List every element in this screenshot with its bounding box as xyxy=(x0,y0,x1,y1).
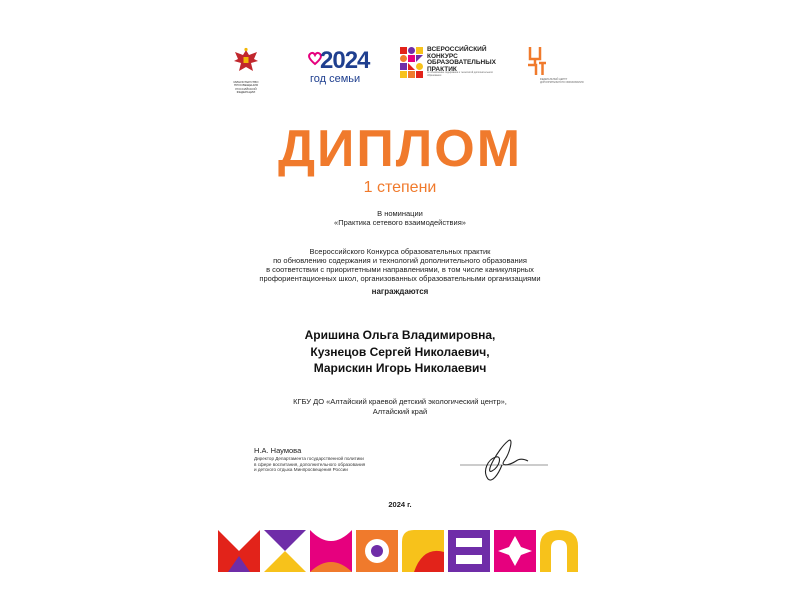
ornament-block-5 xyxy=(402,530,444,572)
eagle-emblem-icon xyxy=(231,47,261,75)
diploma-title: ДИПЛОМ xyxy=(277,120,523,178)
logo-row xyxy=(214,45,586,95)
contest-line: Всероссийского Конкурса образовательных практик xyxy=(309,247,491,256)
handwritten-signature xyxy=(458,431,550,487)
ornament-block-8 xyxy=(540,530,578,572)
organization-line: КГБУ ДО «Алтайский краевой детский экологический центр», xyxy=(293,397,507,406)
ornament-block-3 xyxy=(310,530,352,572)
nomination-line: «Практика сетевого взаимодействия» xyxy=(334,218,466,227)
contest-logo-subtitle: по обновлению содержания и технологий дополнительного образования xyxy=(427,71,493,77)
nomination-line: В номинации xyxy=(377,209,423,218)
contest-line: по обновлению содержания и технологий дополнительного образования xyxy=(273,256,527,265)
recipient-name: Марискин Игорь Николаевич xyxy=(313,361,487,375)
contest-line: профориентационных школ, организованных образовательными организациями xyxy=(259,274,541,283)
signer-position-line: в сфере воспитания, дополнительного образования xyxy=(254,461,366,467)
awarded-label: награждаются xyxy=(371,287,429,296)
contest-text-line: ПРАКТИК xyxy=(427,65,457,73)
contest-text-line: КОНКУРС xyxy=(427,52,458,60)
contest-mosaic-icon xyxy=(400,47,424,81)
diploma-sheet xyxy=(214,25,586,581)
decorative-ornament-band xyxy=(218,522,580,572)
center-logo-icon xyxy=(526,45,548,79)
year-caption: год семьи xyxy=(310,73,361,85)
contest-text-line: ОБРАЗОВАТЕЛЬНЫХ xyxy=(427,59,496,67)
contest-line: в соответствии с приоритетными направлениями, в том числе каникулярных xyxy=(266,265,534,274)
recipient-name: Аришина Ольга Владимировна, xyxy=(304,328,496,342)
signer-position xyxy=(254,456,414,473)
ornament-block-6 xyxy=(448,530,490,572)
signer-position-line: и детского отдыха Минпросвещения России xyxy=(254,467,348,473)
contest-logo xyxy=(400,47,510,86)
contest-text-line: ВСЕРОССИЙСКИЙ xyxy=(427,46,487,53)
diploma-degree: 1 степени xyxy=(363,179,437,196)
federal-center-caption: ФЕДЕРАЛЬНЫЙ ЦЕНТР ДОПОЛНИТЕЛЬНОГО ОБРАЗОВАНИЯ xyxy=(540,78,584,84)
recipient-names xyxy=(214,327,586,377)
ornament-block-1 xyxy=(218,530,260,572)
year-number: 2024 xyxy=(320,47,370,74)
ministry-logo xyxy=(226,47,266,95)
nomination-text xyxy=(214,209,586,227)
diploma-year: 2024 г. xyxy=(388,500,412,509)
contest-description xyxy=(214,247,586,283)
organization-line: Алтайский край xyxy=(372,406,428,416)
federal-center-logo xyxy=(526,45,586,84)
signer-name: Н.А. Наумова xyxy=(254,446,302,455)
contest-logo-text xyxy=(427,47,496,73)
signer-block xyxy=(254,446,414,473)
organization xyxy=(214,397,586,416)
ornament-block-4 xyxy=(356,530,398,572)
ornament-block-7 xyxy=(494,530,536,572)
ornament-block-2 xyxy=(264,530,306,572)
recipient-name: Кузнецов Сергей Николаевич, xyxy=(310,344,490,359)
ministry-caption: МИНИСТЕРСТВО ПРОСВЕЩЕНИЯ РОССИЙСКОЙ ФЕДЕРАЦИИ xyxy=(233,80,259,95)
signer-position-line: Директор Департамента государственной политики xyxy=(254,456,364,461)
